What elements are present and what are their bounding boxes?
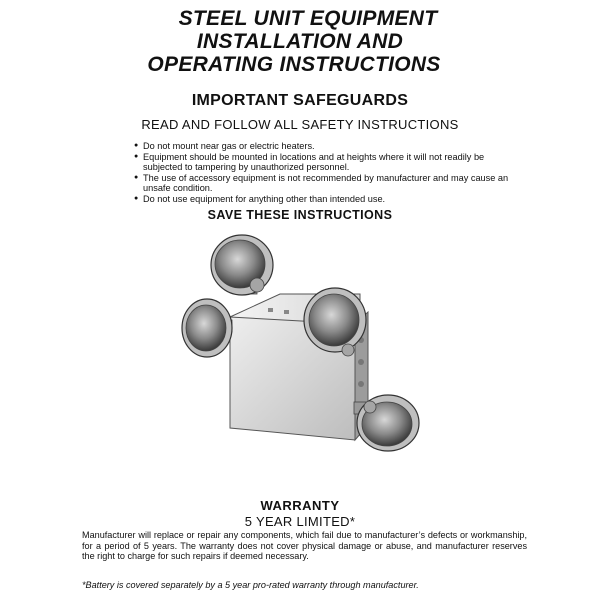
lamp-head-top-left	[211, 235, 273, 295]
title-line-3: OPERATING INSTRUCTIONS	[147, 53, 441, 76]
lamp-head-bottom-right	[354, 395, 419, 451]
warranty-body: Manufacturer will replace or repair any components, which fail due to manufacturer’s defects or workmanship, for a period of 5 years. The warranty does not cover physical damage or abuse, and manufacturer reserves the right to charge for such repairs if deemed necessary.	[82, 530, 527, 562]
save-instructions-heading: SAVE THESE INSTRUCTIONS	[207, 208, 393, 222]
title-line-2: INSTALLATION AND	[196, 30, 404, 53]
battery-footnote: *Battery is covered separately by a 5 year pro-rated warranty through manufacturer.	[82, 580, 419, 590]
safety-bullet: ● Equipment should be mounted in locations and at heights where it will not readily be subjected to tampering by unauthorized personnel.	[134, 152, 524, 173]
title-line-1: STEEL UNIT EQUIPMENT	[178, 7, 438, 30]
test-switch	[284, 310, 289, 314]
safety-bullet: ● Do not use equipment for anything other than intended use.	[134, 194, 524, 205]
safety-bullet: ● The use of accessory equipment is not recommended by manufacturer and may cause an unsafe condition.	[134, 173, 524, 194]
knockout-hole	[358, 359, 364, 365]
safety-bullet: ● Do not mount near gas or electric heaters.	[134, 141, 524, 152]
safety-bullet-list	[134, 141, 524, 205]
emergency-light-unit-illustration	[170, 232, 420, 472]
read-follow-instruction: READ AND FOLLOW ALL SAFETY INSTRUCTIONS	[141, 117, 459, 132]
warranty-subheading: 5 YEAR LIMITED*	[244, 514, 356, 529]
lamp-head-left	[182, 299, 232, 357]
knockout-hole	[358, 381, 364, 387]
indicator-light	[268, 308, 273, 312]
safeguards-heading: IMPORTANT SAFEGUARDS	[191, 92, 409, 109]
warranty-heading: WARRANTY	[260, 498, 340, 513]
